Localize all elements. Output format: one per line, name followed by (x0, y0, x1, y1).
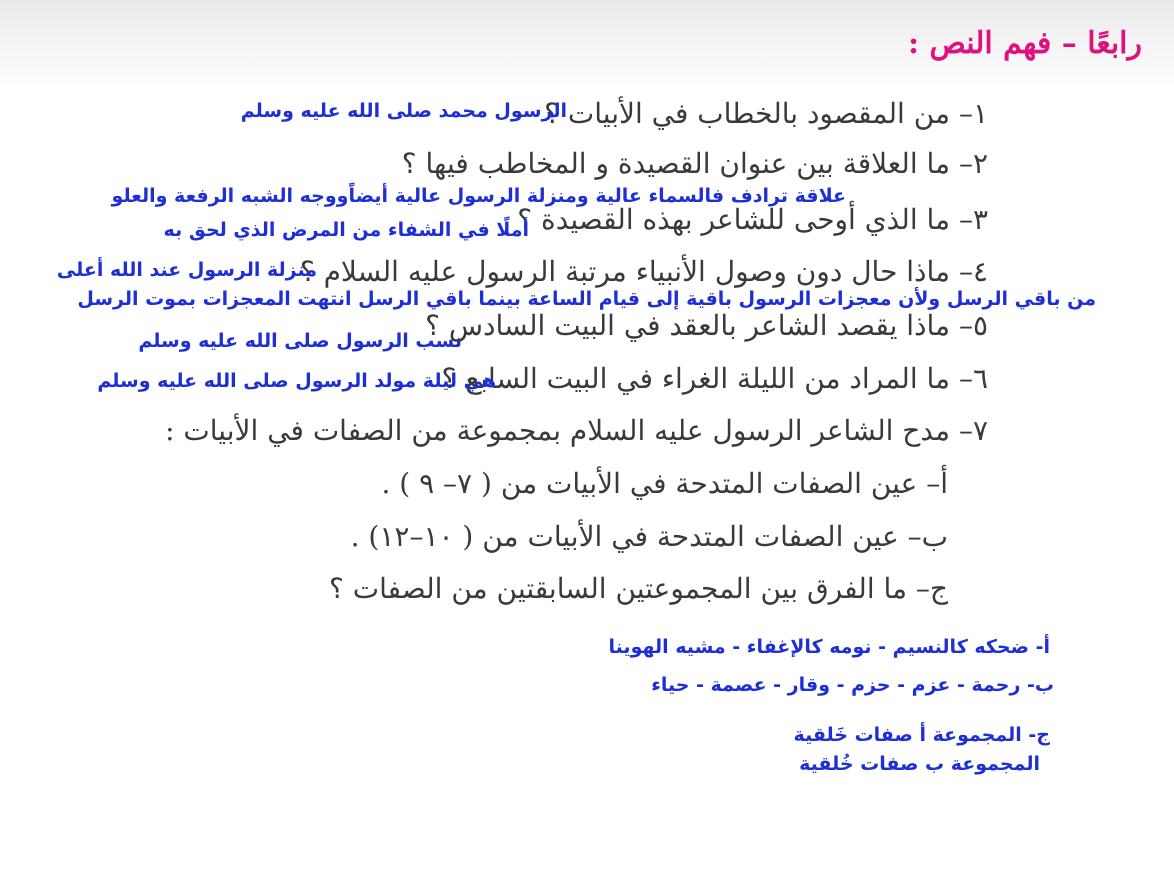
answer-1: الرسول محمد صلى الله عليه وسلم (240, 100, 567, 122)
question-6: ٦– ما المراد من الليلة الغراء في البيت السابع ؟ (441, 362, 988, 395)
section-title: رابعًا – فهم النص : (907, 26, 1142, 61)
question-4: ٤– ماذا حال دون وصول الأنبياء مرتبة الرسول عليه السلام ؟ (299, 255, 988, 288)
question-7: ٧– مدح الشاعر الرسول عليه السلام بمجموعة من الصفات في الأبيات : (165, 414, 988, 447)
subquestion-c: ج– ما الفرق بين المجموعتين السابقتين من الصفات ؟ (329, 572, 948, 605)
answer-5: نسب الرسول صلى الله عليه وسلم (138, 330, 462, 352)
answer-sub-c-line-2: المجموعة ب صفات خُلقية (799, 753, 1040, 775)
question-1: ١– من المقصود بالخطاب في الأبيات ؟ (544, 97, 988, 130)
answer-3: أملًا في الشفاء من المرض الذي لحق به (163, 219, 529, 241)
answer-4-line-1: منزلة الرسول عند الله أعلى (56, 259, 317, 281)
question-2: ٢– ما العلاقة بين عنوان القصيدة و المخاطب فيها ؟ (401, 147, 988, 180)
subquestion-b: ب– عين الصفات المتدحة في الأبيات من ( ١٠–١٢) . (350, 520, 948, 553)
answer-2: علاقة ترادف فالسماء عالية ومنزلة الرسول عالية أيضاًووجه الشبه الرفعة والعلو (111, 185, 846, 207)
answer-sub-b: ب- رحمة - عزم - حزم - وقار - عصمة - حياء (651, 674, 1054, 696)
question-3: ٣– ما الذي أوحى للشاعر بهذه القصيدة ؟ (517, 203, 988, 236)
answer-sub-c-line-1: ج- المجموعة أ صفات خَلقية (793, 724, 1050, 746)
subquestion-a: أ– عين الصفات المتدحة في الأبيات من ( ٧– ٩ ) . (381, 467, 948, 500)
question-5: ٥– ماذا يقصد الشاعر بالعقد في البيت السادس ؟ (425, 309, 988, 342)
answer-4-line-2: من باقي الرسل ولأن معجزات الرسول باقية إلى قيام الساعة بينما باقي الرسل انتهت المعجزات بموت الرسل (77, 288, 1096, 310)
answer-6: هي ليلة مولد الرسول صلى الله عليه وسلم (97, 370, 496, 392)
answer-sub-a: أ- ضحكه كالنسيم - نومه كالإغفاء - مشيه الهوينا (608, 636, 1050, 658)
